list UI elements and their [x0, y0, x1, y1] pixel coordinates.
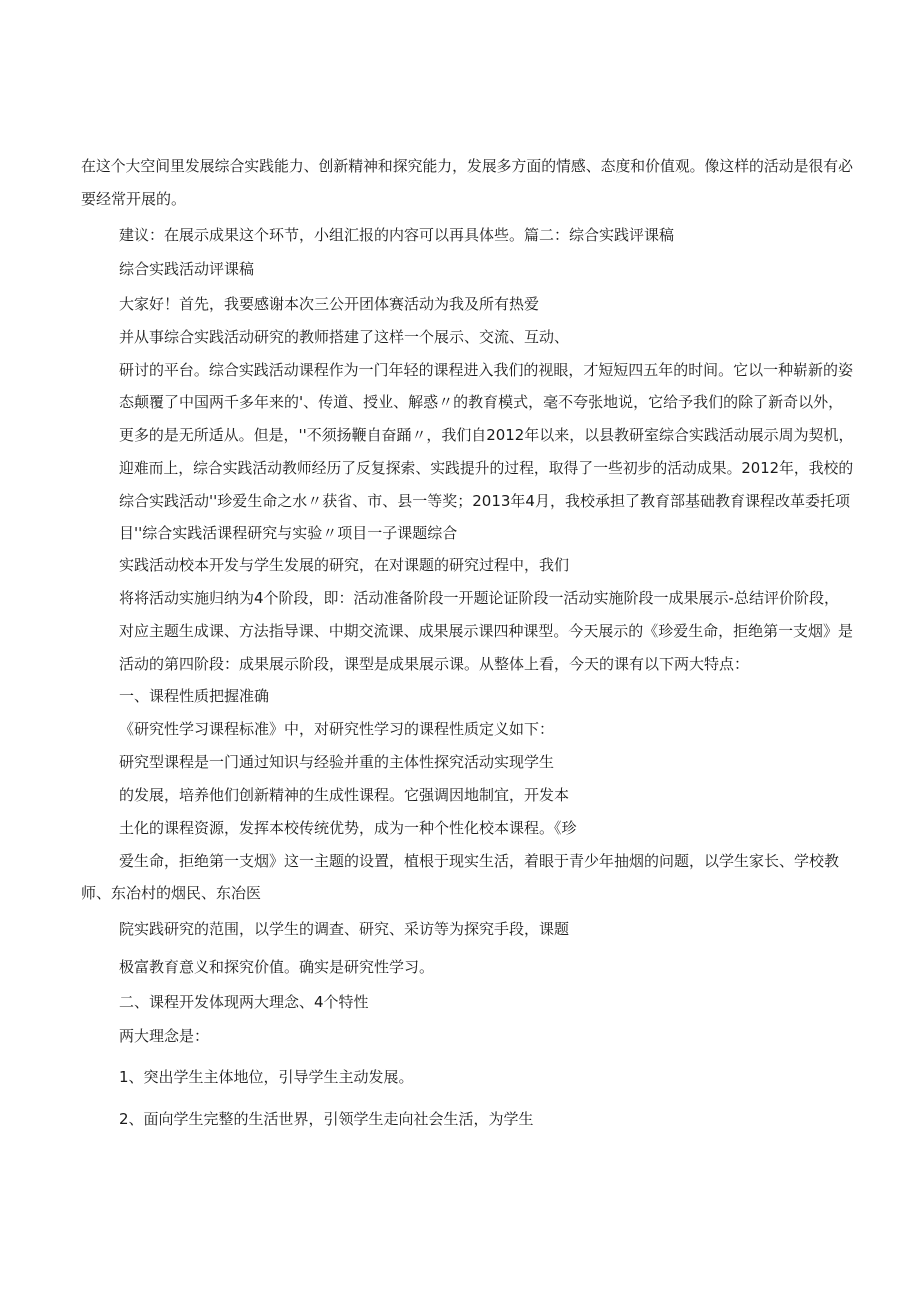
text-line-4: 综合实践活动评课稿 [119, 260, 255, 278]
list-item-2: 2、面向学生完整的生活世界，引领学生走向社会生活，为学生 [119, 1110, 534, 1128]
text-line-7: 研讨的平台。综合实践活动课程作为一门年轻的课程进入我们的视眼，才短短四五年的时间。它以一种崭新的姿 [119, 361, 853, 379]
text-line-8: 态颠覆了中国两千多年来的'、传道、授业、解惑〃的教育模式，毫不夸张地说，它给予我们的除了新奇以外， [119, 393, 844, 411]
text-line-9: 更多的是无所适从。但是，''不须扬鞭自奋踊〃，我们自2012年以来，以县教研室综合实践活动展示周为契机， [119, 426, 854, 444]
text-line-1: 在这个大空间里发展综合实践能力、创新精神和探究能力，发展多方面的情感、态度和价值观。像这样的活动是很有必 [81, 157, 853, 175]
text-line-15: 对应主题生成课、方法指导课、中期交流课、成果展示课四种课型。今天展示的《珍爱生命，拒绝第一支烟》是 [119, 622, 853, 640]
text-line-22: 爱生命，拒绝第一支烟》这一主题的设置，植根于现实生活，着眼于青少年抽烟的问题，以学生家长、学校教 [119, 852, 840, 870]
text-line-12: 目''综合实践活课程研究与实验〃项目一子课题综合 [119, 524, 458, 542]
text-line-3: 建议：在展示成果这个环节，小组汇报的内容可以再具体些。篇二：综合实践评课稿 [119, 226, 675, 244]
text-line-6: 并从事综合实践活动研究的教师搭建了这样一个展示、交流、互动、 [119, 328, 570, 346]
section-heading-2: 二、课程开发体现两大理念、4个特性 [119, 993, 369, 1011]
text-line-13: 实践活动校本开发与学生发展的研究，在对课题的研究过程中，我们 [119, 556, 570, 574]
text-line-20: 的发展，培养他们创新精神的生成性课程。它强调因地制宜，开发本 [119, 786, 570, 804]
text-line-25: 极富教育意义和探究价值。确实是研究性学习。 [119, 958, 435, 976]
text-line-24: 院实践研究的范围，以学生的调查、研究、采访等为探究手段，课题 [119, 920, 570, 938]
text-line-5: 大家好！首先，我要感谢本次三公开团体赛活动为我及所有热爱 [119, 295, 540, 313]
text-line-27: 两大理念是： [119, 1027, 210, 1045]
text-line-14: 将将活动实施归纳为4个阶段，即：活动准备阶段一开题论证阶段一活动实施阶段一成果展示-总结评价阶段， [119, 589, 839, 607]
text-line-2: 要经常开展的。 [81, 190, 187, 208]
list-item-1: 1、突出学生主体地位，引导学生主动发展。 [119, 1068, 414, 1086]
text-line-11: 综合实践活动''珍爱生命之水〃获省、市、县一等奖；2013年4月，我校承担了教育部基础教育课程改革委托项 [119, 492, 850, 510]
section-heading-1: 一、课程性质把握准确 [119, 687, 270, 705]
text-line-21: 土化的课程资源，发挥本校传统优势，成为一种个性化校本课程。《珍 [119, 819, 577, 837]
text-line-23: 师、东冶村的烟民、东冶医 [81, 884, 262, 902]
text-line-10: 迎难而上，综合实践活动教师经历了反复探索、实践提升的过程，取得了一些初步的活动成果。2012年，我校的 [119, 459, 854, 477]
text-line-16: 活动的第四阶段：成果展示阶段，课型是成果展示课。从整体上看，今天的课有以下两大特点： [119, 655, 750, 673]
text-line-19: 研究型课程是一门通过知识与经验并重的主体性探究活动实现学生 [119, 753, 555, 771]
text-line-18: 《研究性学习课程标准》中，对研究性学习的课程性质定义如下： [119, 720, 555, 738]
